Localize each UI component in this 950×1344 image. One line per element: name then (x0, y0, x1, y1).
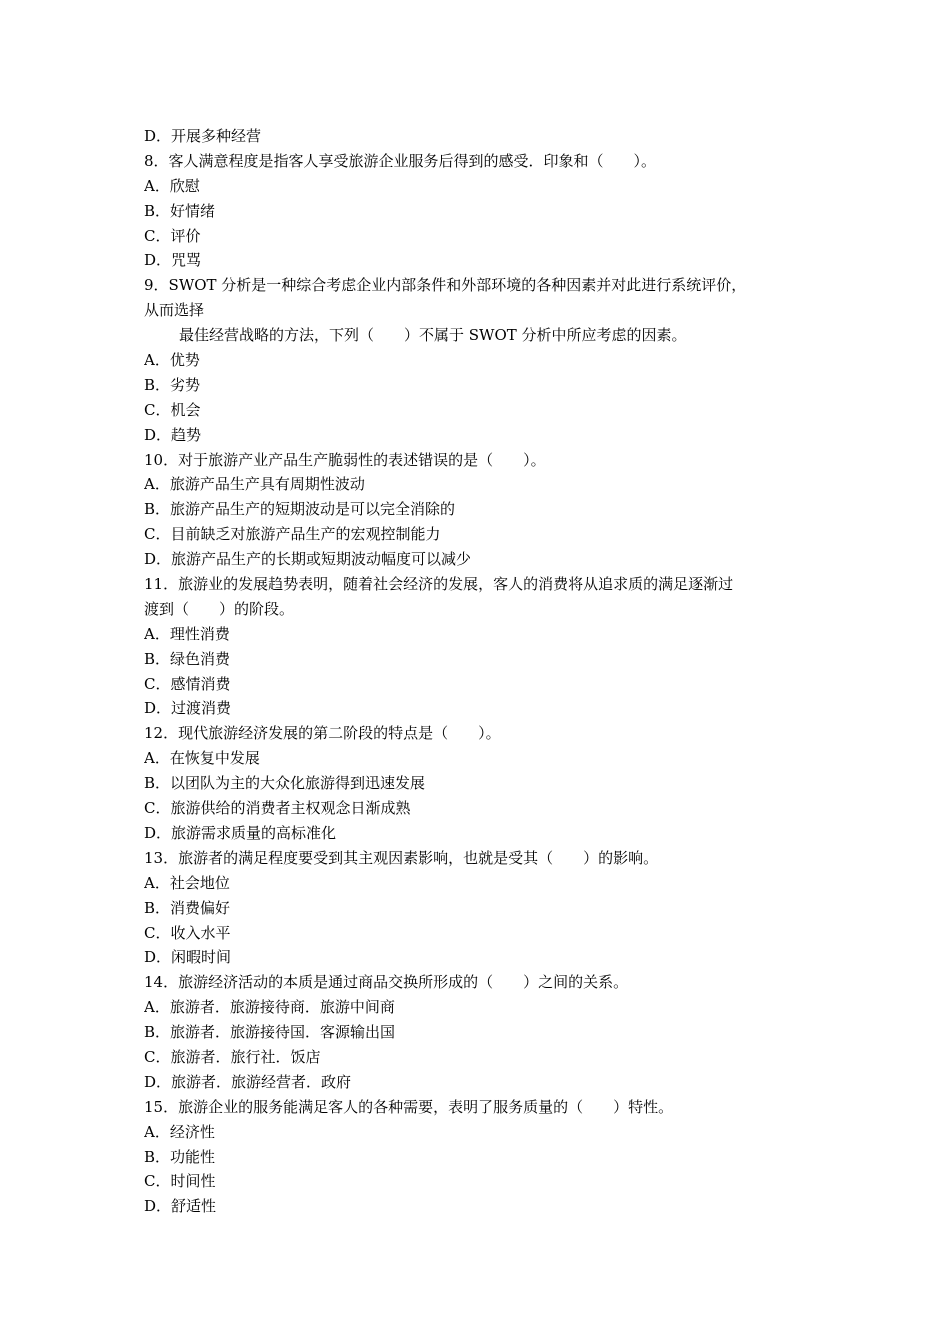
answer-option-b: B．消费偏好 (144, 898, 231, 917)
answer-option-a: A．欣慰 (144, 176, 200, 195)
answer-option-c: C．感情消费 (144, 674, 231, 693)
answer-option-b: B．旅游产品生产的短期波动是可以完全消除的 (144, 500, 456, 519)
answer-option-a: A．经济性 (144, 1122, 215, 1141)
answer-option-d: D．趋势 (144, 425, 202, 444)
answer-option-d: D．过渡消费 (144, 699, 232, 718)
answer-option-b: B．功能性 (144, 1147, 216, 1166)
answer-option-c: C．评价 (144, 226, 201, 245)
question-stem: 14．旅游经济活动的本质是通过商品交换所形成的（ ）之间的关系。 (144, 973, 629, 992)
answer-option-d: D．咒骂 (144, 251, 202, 270)
question-stem-continuation: 从而选择 (144, 301, 205, 320)
answer-option-b: B．劣势 (144, 375, 201, 394)
question-stem: 9．SWOT 分析是一种综合考虑企业内部条件和外部环境的各种因素并对此进行系统评价， (144, 276, 747, 295)
question-stem: 15．旅游企业的服务能满足客人的各种需要，表明了服务质量的（ ）特性。 (144, 1097, 674, 1116)
answer-option-d: D．旅游者．旅游经营者．政府 (144, 1072, 352, 1091)
answer-option-c: C．旅游供给的消费者主权观念日渐成熟 (144, 799, 411, 818)
answer-option-c: C．收入水平 (144, 923, 231, 942)
answer-option-d: D．旅游产品生产的长期或短期波动幅度可以减少 (144, 550, 472, 569)
answer-option-a: A．旅游产品生产具有周期性波动 (144, 475, 365, 494)
question-stem: 8．客人满意程度是指客人享受旅游企业服务后得到的感受．印象和（ ）。 (144, 151, 657, 170)
answer-option-c: C．旅游者．旅行社．饭店 (144, 1047, 321, 1066)
answer-option-d: D．旅游需求质量的高标准化 (144, 823, 337, 842)
answer-option-c: C．目前缺乏对旅游产品生产的宏观控制能力 (144, 525, 441, 544)
answer-option-d: D．开展多种经营 (144, 127, 262, 145)
answer-option-a: A．在恢复中发展 (144, 749, 260, 768)
answer-option-b: B．好情绪 (144, 201, 216, 220)
answer-option-d: D．舒适性 (144, 1197, 217, 1216)
question-stem: 12．现代旅游经济发展的第二阶段的特点是（ ）。 (144, 724, 501, 743)
answer-option-c: C．时间性 (144, 1172, 216, 1191)
answer-option-a: A．旅游者．旅游接待商．旅游中间商 (144, 998, 395, 1017)
question-stem: 11．旅游业的发展趋势表明，随着社会经济的发展，客人的消费将从追求质的满足逐渐过 (144, 575, 734, 594)
answer-option-b: B．旅游者．旅游接待国．客源输出国 (144, 1023, 396, 1042)
question-stem: 13．旅游者的满足程度要受到其主观因素影响，也就是受其（ ）的影响。 (144, 848, 659, 867)
answer-option-b: B．以团队为主的大众化旅游得到迅速发展 (144, 774, 426, 793)
answer-option-a: A．优势 (144, 351, 200, 370)
question-stem-continuation: 渡到（ ）的阶段。 (144, 599, 295, 618)
question-stem: 10．对于旅游产业产品生产脆弱性的表述错误的是（ ）。 (144, 450, 546, 469)
question-stem-continuation: 最佳经营战略的方法，下列（ ）不属于 SWOT 分析中所应考虑的因素。 (179, 326, 687, 345)
answer-option-c: C．机会 (144, 400, 201, 419)
document-body (144, 124, 814, 1219)
answer-option-a: A．理性消费 (144, 624, 230, 643)
answer-option-b: B．绿色消费 (144, 649, 231, 668)
answer-option-d: D．闲暇时间 (144, 948, 232, 967)
answer-option-a: A．社会地位 (144, 873, 230, 892)
